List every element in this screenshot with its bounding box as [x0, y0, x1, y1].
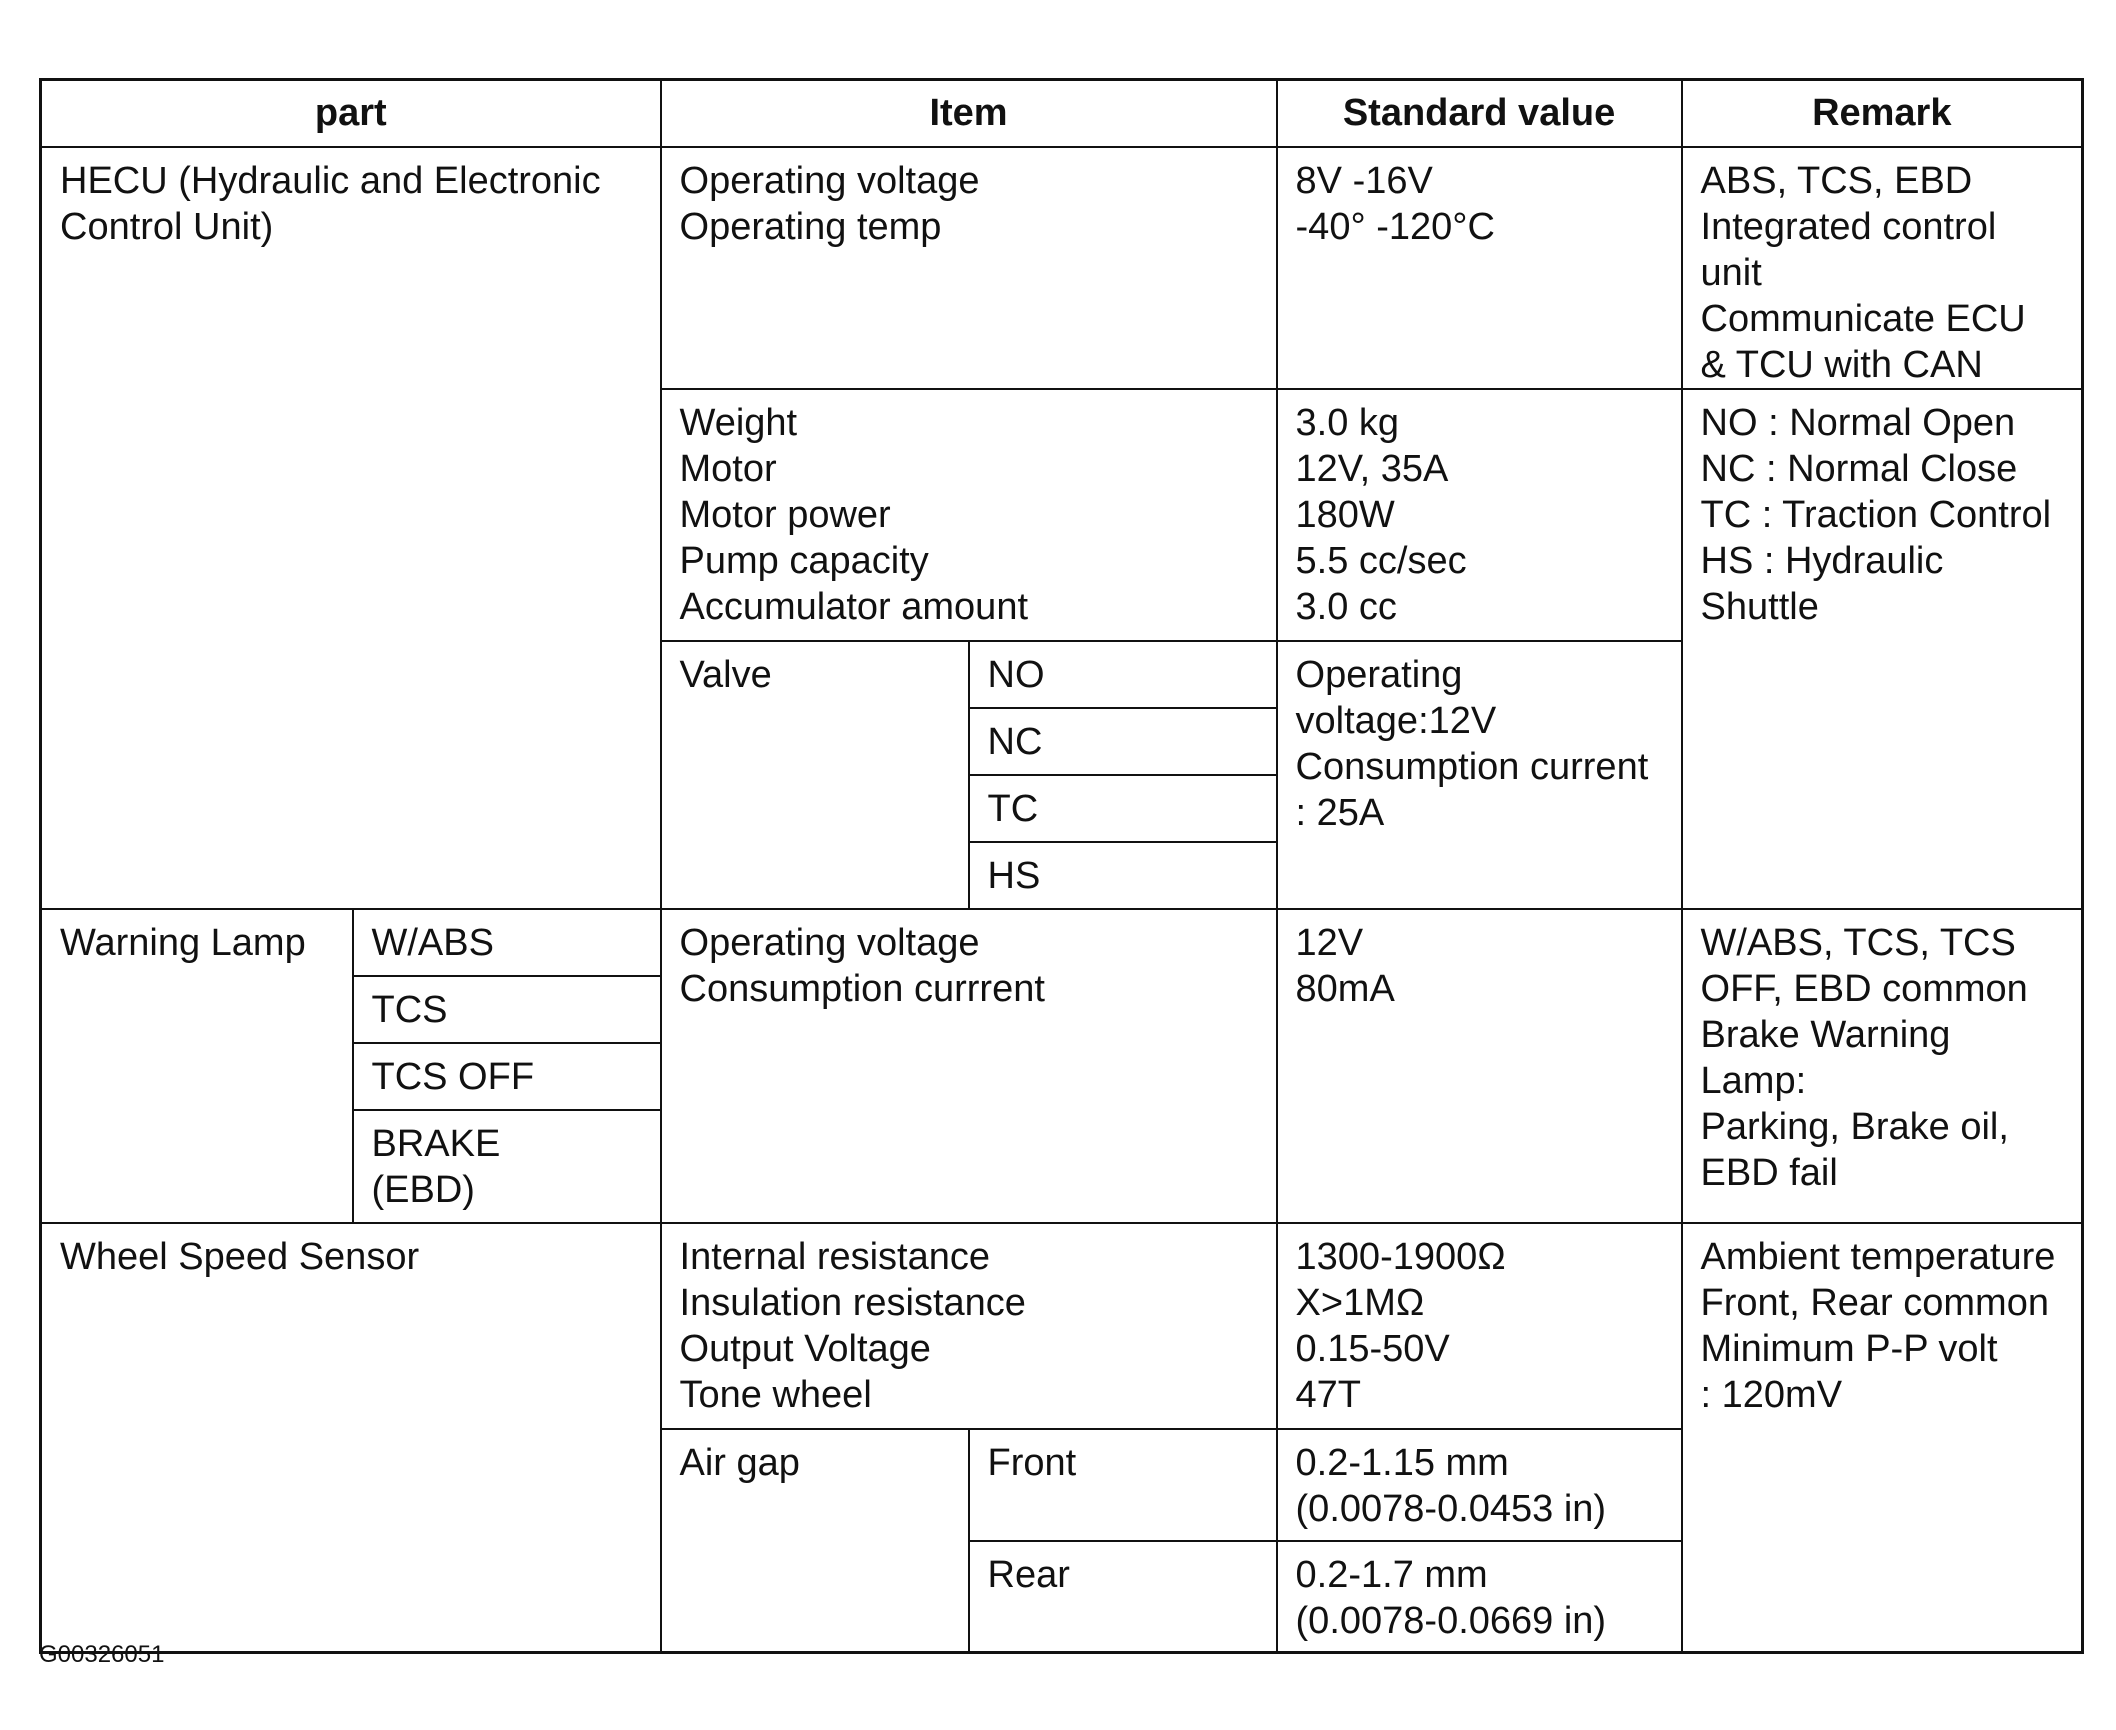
- hecu-valve-type: NC: [969, 708, 1277, 775]
- air-gap-rear-label: Rear: [969, 1541, 1277, 1653]
- warning-lamp-part-cell: Warning Lamp: [41, 909, 353, 1223]
- hecu-valve-type: TC: [969, 775, 1277, 842]
- warning-lamp-type: W/ABS: [353, 909, 661, 976]
- wheel-sensor-row: [41, 1223, 2083, 1429]
- hecu-valve-type: HS: [969, 842, 1277, 909]
- air-gap-front-value: 0.2-1.15 mm (0.0078-0.0453 in): [1277, 1429, 1682, 1541]
- header-standard-value: Standard value: [1277, 80, 1682, 147]
- header-part: part: [41, 80, 661, 147]
- warning-lamp-type: TCS OFF: [353, 1043, 661, 1110]
- header-remark: Remark: [1682, 80, 2083, 147]
- hecu-part-cell: HECU (Hydraulic and Electronic Control Unit): [41, 147, 661, 909]
- wheel-sensor-values: 1300-1900Ω X>1MΩ 0.15-50V 47T: [1277, 1223, 1682, 1429]
- warning-lamp-type: TCS: [353, 976, 661, 1043]
- warning-lamp-remark: W/ABS, TCS, TCS OFF, EBD common Brake Warning Lamp: Parking, Brake oil, EBD fail: [1682, 909, 2083, 1223]
- warning-lamp-type: BRAKE (EBD): [353, 1110, 661, 1223]
- wheel-sensor-part-cell: Wheel Speed Sensor: [41, 1223, 661, 1653]
- header-row: [41, 80, 2083, 147]
- warning-lamp-row: [41, 909, 2083, 976]
- specification-table: [39, 78, 2084, 1654]
- hecu-voltage-remark: ABS, TCS, EBD Integrated control unit Communicate ECU & TCU with CAN: [1682, 147, 2083, 389]
- wheel-sensor-items: Internal resistance Insulation resistance Output Voltage Tone wheel: [661, 1223, 1277, 1429]
- hecu-valve-value: Operating voltage:12V Consumption current : 25A: [1277, 641, 1682, 909]
- hecu-voltage-items: Operating voltage Operating temp: [661, 147, 1277, 389]
- hecu-motor-values: 3.0 kg 12V, 35A 180W 5.5 cc/sec 3.0 cc: [1277, 389, 1682, 641]
- warning-lamp-items: Operating voltage Consumption currrent: [661, 909, 1277, 1223]
- hecu-motor-items: Weight Motor Motor power Pump capacity Accumulator amount: [661, 389, 1277, 641]
- air-gap-rear-value: 0.2-1.7 mm (0.0078-0.0669 in): [1277, 1541, 1682, 1653]
- hecu-valve-label: Valve: [661, 641, 969, 909]
- hecu-valve-type: NO: [969, 641, 1277, 708]
- hecu-valve-remark: NO : Normal Open NC : Normal Close TC : Traction Control HS : Hydraulic Shuttle: [1682, 389, 2083, 909]
- figure-code: G00326051: [39, 1641, 165, 1668]
- air-gap-label: Air gap: [661, 1429, 969, 1653]
- warning-lamp-values: 12V 80mA: [1277, 909, 1682, 1223]
- hecu-voltage-values: 8V -16V -40° -120°C: [1277, 147, 1682, 389]
- wheel-sensor-remark: Ambient temperature Front, Rear common Minimum P-P volt : 120mV: [1682, 1223, 2083, 1653]
- air-gap-front-label: Front: [969, 1429, 1277, 1541]
- header-item: Item: [661, 80, 1277, 147]
- hecu-voltage-row: [41, 147, 2083, 389]
